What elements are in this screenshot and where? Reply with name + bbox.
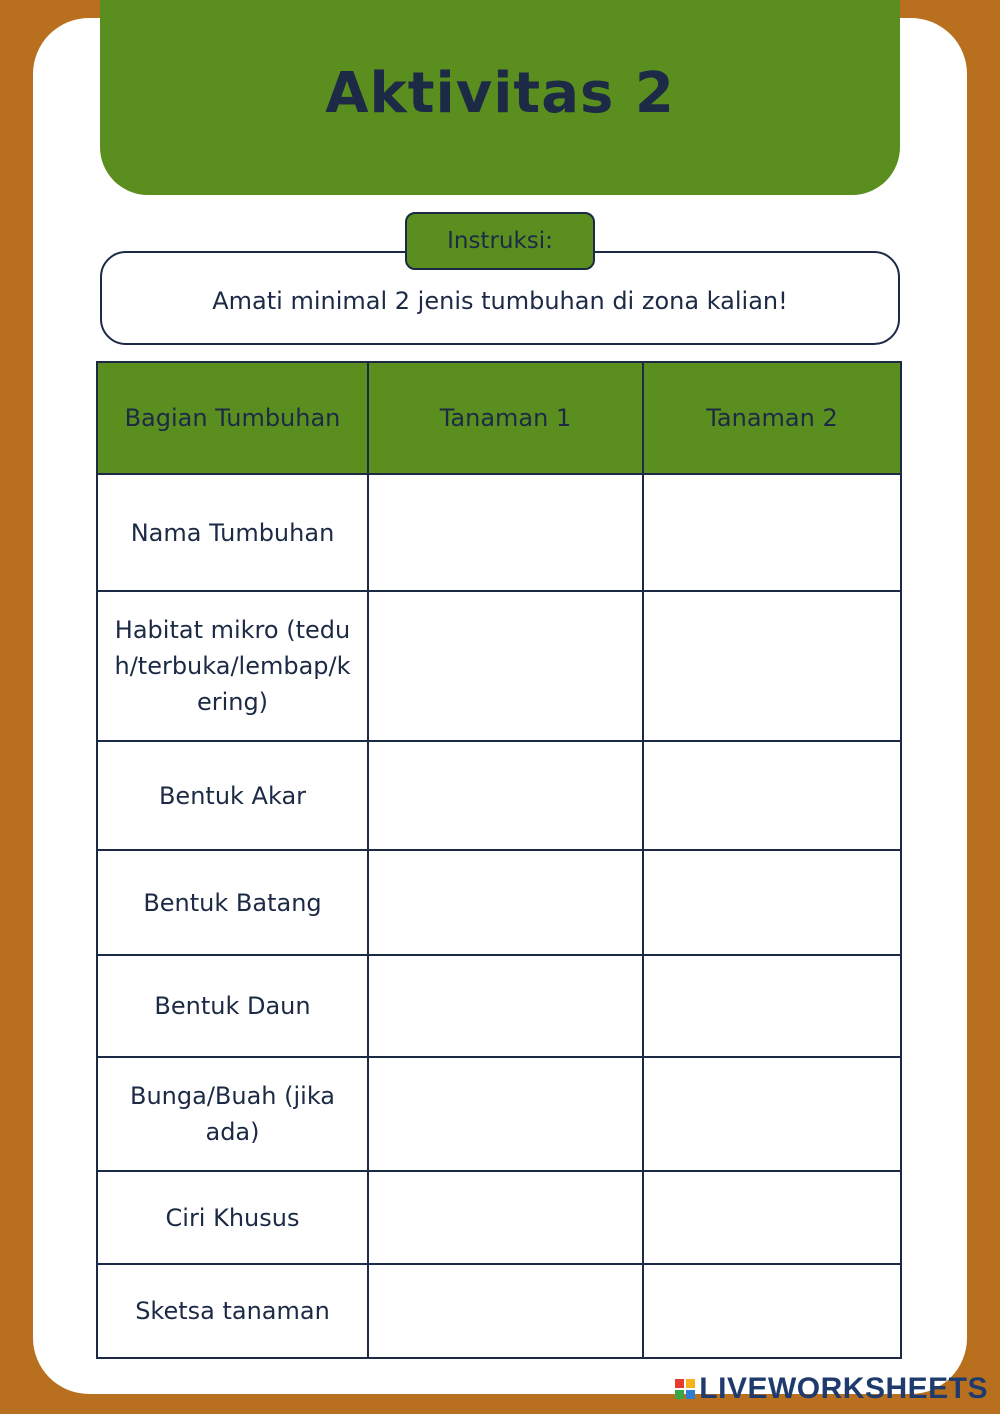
instruction-text: Amati minimal 2 jenis tumbuhan di zona kalian!: [212, 287, 788, 315]
table-row: [97, 1264, 901, 1358]
answer-cell-tanaman-1[interactable]: [368, 955, 643, 1057]
row-label: Habitat mikro (teduh/terbuka/lembap/kering): [97, 591, 368, 741]
liveworksheets-brand: LIVEWORKSHEETS: [699, 1372, 988, 1405]
table-row: [97, 850, 901, 955]
table-row: [97, 1057, 901, 1171]
answer-cell-tanaman-2[interactable]: [643, 474, 901, 591]
answer-cell-tanaman-1[interactable]: [368, 474, 643, 591]
table-row: [97, 1171, 901, 1264]
answer-cell-tanaman-2[interactable]: [643, 850, 901, 955]
answer-cell-tanaman-2[interactable]: [643, 591, 901, 741]
observation-table: [96, 361, 902, 1359]
answer-cell-tanaman-2[interactable]: [643, 1264, 901, 1358]
answer-cell-tanaman-1[interactable]: [368, 591, 643, 741]
row-label: Ciri Khusus: [97, 1171, 368, 1264]
answer-cell-tanaman-1[interactable]: [368, 1171, 643, 1264]
row-label: Bentuk Batang: [97, 850, 368, 955]
answer-cell-tanaman-1[interactable]: [368, 850, 643, 955]
answer-cell-tanaman-2[interactable]: [643, 741, 901, 850]
instruction-label: Instruksi:: [405, 212, 595, 270]
answer-cell-tanaman-1[interactable]: [368, 1057, 643, 1171]
page-title: Aktivitas 2: [325, 61, 675, 126]
table-header-row: [97, 362, 901, 474]
row-label: Bunga/Buah (jika ada): [97, 1057, 368, 1171]
answer-cell-tanaman-2[interactable]: [643, 955, 901, 1057]
row-label: Bentuk Akar: [97, 741, 368, 850]
table-row: [97, 955, 901, 1057]
liveworksheets-logo: [675, 1372, 988, 1406]
answer-cell-tanaman-1[interactable]: [368, 1264, 643, 1358]
row-label: Nama Tumbuhan: [97, 474, 368, 591]
header-tanaman-1: Tanaman 1: [368, 362, 643, 474]
row-label: Sketsa tanaman: [97, 1264, 368, 1358]
answer-cell-tanaman-1[interactable]: [368, 741, 643, 850]
table-row: [97, 591, 901, 741]
answer-cell-tanaman-2[interactable]: [643, 1171, 901, 1264]
table-row: [97, 741, 901, 850]
header-bagian-tumbuhan: Bagian Tumbuhan: [97, 362, 368, 474]
answer-cell-tanaman-2[interactable]: [643, 1057, 901, 1171]
row-label: Bentuk Daun: [97, 955, 368, 1057]
liveworksheets-mark-icon: [675, 1379, 695, 1399]
table-row: [97, 474, 901, 591]
header-tanaman-2: Tanaman 2: [643, 362, 901, 474]
title-banner: [100, 0, 900, 195]
